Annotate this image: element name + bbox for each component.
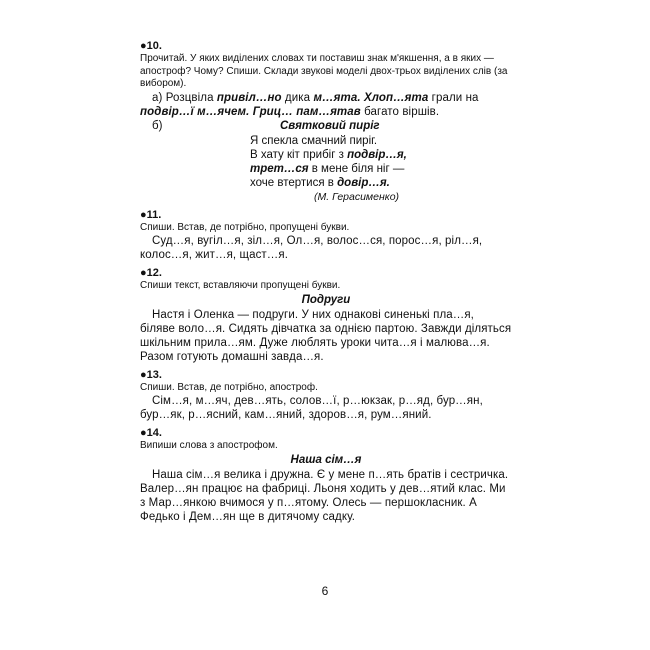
page-number: 6 <box>321 584 329 598</box>
exercise-14-text: Наша сім…я велика і дружна. Є у мене п…ять братів і сестричка. Валер…ян працює на фабриці. Льоня ходить у дев…ятий клас. Ми з Мар…янкою вчимося у п…ятому. Олесь — першокласник. А Федько і Дем…ян ще в дитячому садку. <box>140 468 509 523</box>
exercise-12-number: ●12. <box>140 267 162 279</box>
poem-line: В хату кіт прибіг з подвір…я, <box>250 148 407 161</box>
part-b-label: б) <box>152 119 163 132</box>
bullet-icon: ● <box>140 40 147 52</box>
exercise-10-part-a: а) Розцвіла привіл…но дика м…ята. Хлоп…ята грали на подвір…ї м…ячем. Гриц… пам…ятав багато віршів. <box>140 91 479 118</box>
exercise-12-text: Настя і Оленка — подруги. У них однакові синенькі пла…я, біляве воло…я. Сидять дівчатка за однією партою. Завжди діляться шкільним прила…ям. Дуже люблять уроки чита…я і малюва…я. Разом готують домашні завда…я. <box>140 308 512 363</box>
exercise-11-number: ●11. <box>140 208 162 221</box>
poem-line: Я спекла смачний пиріг. <box>250 134 378 147</box>
exercise-14-instruction: Випиши слова з апострофом. <box>140 440 278 451</box>
bullet-icon: ● <box>140 267 147 279</box>
exercise-12-instruction: Спиши текст, вставляючи пропущені букви. <box>140 280 341 291</box>
exercise-13-text: Сім…я, м…яч, дев…ять, солов…ї, р…юкзак, р…яд, бур…ян, бур…як, р…ясний, кам…яний, здоров…я, рум…яний. <box>140 395 483 421</box>
exercise-12-title: Подруги <box>301 293 351 306</box>
exercise-14-number: ●14. <box>140 427 162 439</box>
bullet-icon: ● <box>140 368 147 381</box>
exercise-10-number: ●10. <box>140 40 162 52</box>
exercise-11-instruction: Спиши. Встав, де потрібно, пропущені букви. <box>140 221 350 233</box>
poem <box>250 134 512 204</box>
exercise-13-instruction: Спиши. Встав, де потрібно, апостроф. <box>140 381 318 393</box>
poem-line: хоче втертися в довір…я. <box>250 176 390 189</box>
poem-author: (М. Герасименко) <box>314 190 400 203</box>
exercise-10-part-b <box>140 119 512 134</box>
poem-title: Святковий пиріг <box>280 119 380 132</box>
bullet-icon: ● <box>140 427 147 439</box>
poem-line: трет…ся в мене біля ніг — <box>250 162 405 175</box>
textbook-page <box>140 38 512 524</box>
exercise-14-title: Наша сім…я <box>290 453 362 466</box>
exercise-13-number: ●13. <box>140 368 162 381</box>
exercise-10-instruction: Прочитай. У яких виділених словах ти поставиш знак м'якшення, а в яких — апостроф? Чому? Спиши. Склади звукові моделі двох-трьох виділених слів (за вибором). <box>140 53 508 89</box>
bullet-icon: ● <box>140 208 147 221</box>
exercise-11-text: Суд…я, вугіл…я, зіл…я, Ол…я, волос…ся, порос…я, ріл…я, колос…я, жит…я, щаст…я. <box>140 235 483 261</box>
